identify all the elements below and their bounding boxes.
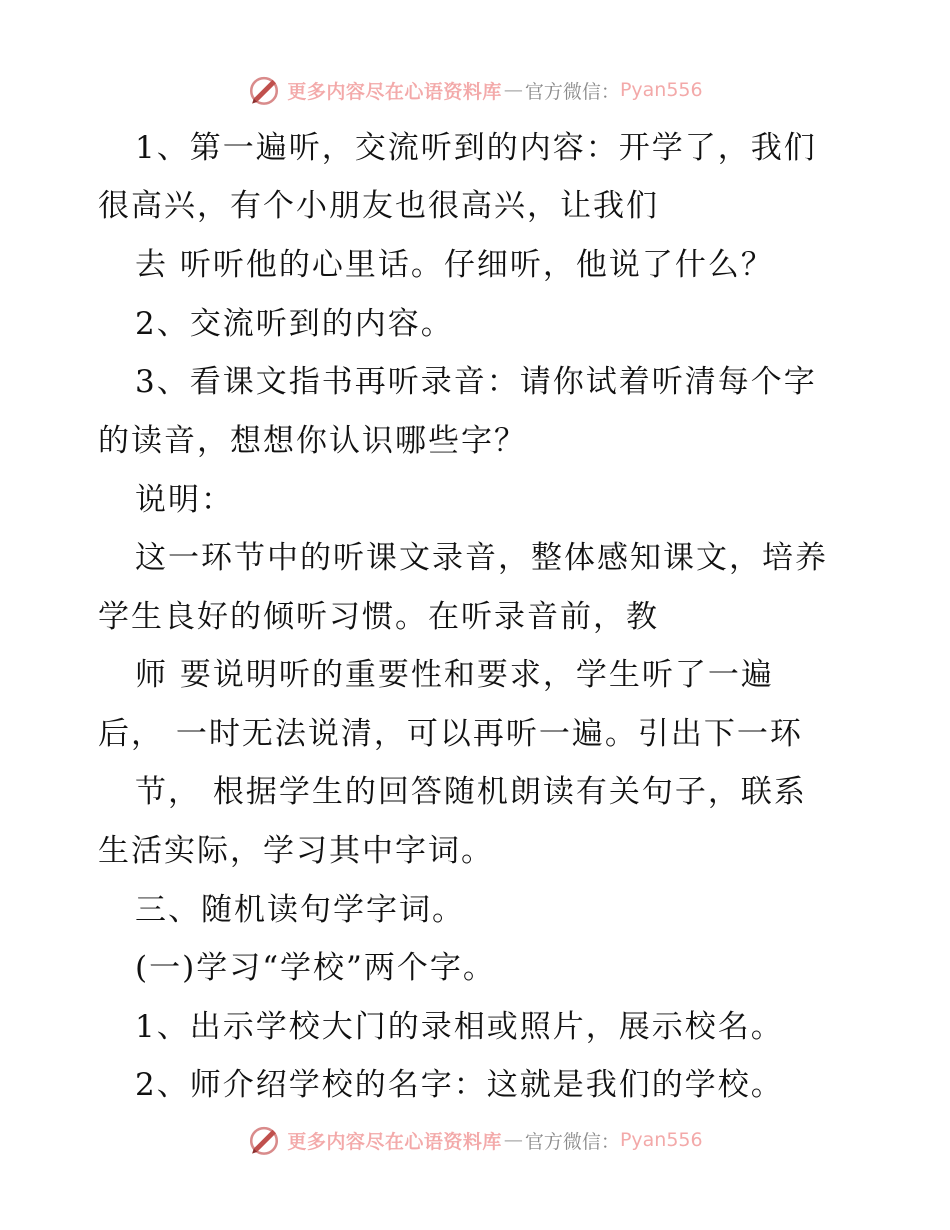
text-line: 生活实际，学习其中字词。 (98, 833, 494, 869)
text-line: 说明： (135, 482, 234, 518)
banner-wechat-id: Pyan556 (619, 79, 703, 101)
text-line: 三、随机读句学字词。 (135, 892, 465, 928)
text-line: 的读音，想想你认识哪些字？ (98, 423, 527, 459)
footer-banner (0, 1118, 950, 1162)
banner-text: 更多内容尽在心语资料库 (287, 80, 502, 103)
text-line: 3、看课文指书再听录音：请你试着听清每个字 (135, 364, 817, 400)
text-line: 去 听听他的心里话。仔细听，他说了什么？ (135, 247, 774, 283)
text-line: 1、第一遍听，交流听到的内容：开学了，我们 (135, 130, 817, 166)
text-line: 2、交流听到的内容。 (135, 306, 454, 342)
banner-dash: — (503, 79, 523, 101)
text-line: 师 要说明听的重要性和要求，学生听了一遍 (135, 657, 774, 693)
text-line: 节， 根据学生的回答随机朗读有关句子，联系 (135, 774, 807, 810)
text-line: 2、师介绍学校的名字：这就是我们的学校。 (135, 1067, 784, 1103)
banner-dash: — (503, 1129, 523, 1151)
text-line: 很高兴，有个小朋友也很高兴，让我们 (98, 188, 659, 224)
text-line: (一)学习“学校”两个字。 (135, 950, 496, 986)
text-line: 后， 一时无法说清，可以再听一遍。引出下一环 (98, 716, 803, 752)
pen-logo-icon (247, 1123, 281, 1157)
banner-wechat-label: 官方微信： (524, 80, 620, 103)
text-line: 这一环节中的听课文录音，整体感知课文，培养 (135, 540, 828, 576)
text-line: 1、出示学校大门的录相或照片，展示校名。 (135, 1009, 784, 1045)
text-line: 学生良好的倾听习惯。在听录音前，教 (98, 599, 659, 635)
banner-text: 更多内容尽在心语资料库 (287, 1130, 502, 1153)
banner-wechat-id: Pyan556 (619, 1129, 703, 1151)
banner-wechat-label: 官方微信： (524, 1130, 620, 1153)
